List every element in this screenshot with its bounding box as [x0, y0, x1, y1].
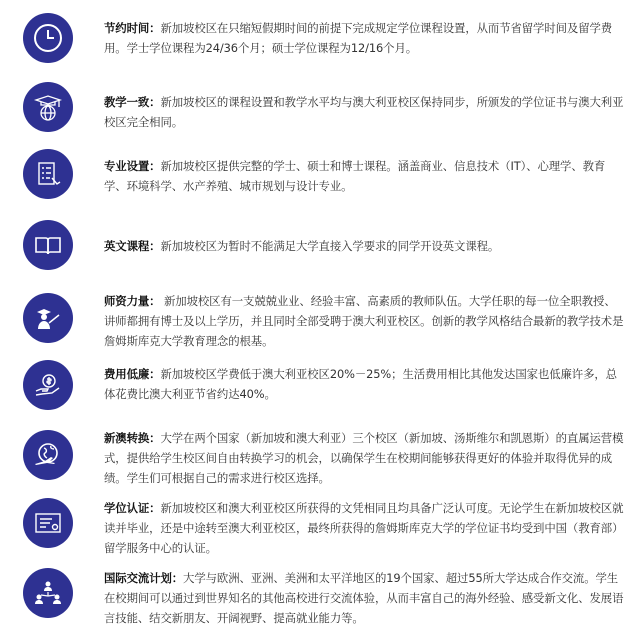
- feature-body: 新加坡校区在只缩短假期时间的前提下完成规定学位课程设置，从而节省留学时间及留学费用。学士学位课程为24/36个月；硕士学位课程为12/16个月。: [104, 21, 613, 55]
- feature-title: 教学一致：: [104, 95, 161, 109]
- feature-body: 大学在两个国家（新加坡和澳大利亚）三个校区（新加坡、汤斯维尔和凯恩斯）的直属运营模式，提供给学生校区间自由转换学习的机会，以确保学生在校期间能够获得更好的体验并取得优异的成绩。学生们可根据自己的需求进行校区选择。: [104, 431, 624, 485]
- feature-body: 新加坡校区学费低于澳大利亚校区20%－25%；生活费用相比其他发达国家也低廉许多，总体花费比澳大利亚节省约达40%。: [104, 367, 617, 401]
- teacher-icon: [23, 293, 73, 343]
- feature-body: 新加坡校区的课程设置和教学水平均与澳大利亚校区保持同步，所颁发的学位证书与澳大利亚校区完全相同。: [104, 95, 624, 129]
- network-people-icon: [23, 568, 73, 618]
- clock-icon: [23, 13, 73, 63]
- certificate-icon: [23, 498, 73, 548]
- feature-title: 专业设置：: [104, 159, 161, 173]
- graduation-globe-icon: [23, 82, 73, 132]
- feature-body: 新加坡校区有一支兢兢业业、经验丰富、高素质的教师队伍。大学任职的每一位全职教授、讲师都拥有博士及以上学历，并且同时全部受聘于澳大利亚校区。创新的教学风格结合最新的教学技术是詹姆斯库克大学教育理念的根基。: [104, 294, 624, 348]
- feature-body: 新加坡校区提供完整的学士、硕士和博士课程。涵盖商业、信息技术（IT）、心理学、教育学、环境科学、水产养殖、城市规划与设计专业。: [104, 159, 606, 193]
- feature-title: 师资力量：: [104, 294, 161, 308]
- feature-body: 大学与欧洲、亚洲、美洲和太平洋地区的19个国家、超过55所大学达成合作交流。学生在校期间可以通过到世界知名的其他高校进行交流体验，从而丰富自己的海外经验、感受新文化、发展语言技能、结交新朋友、开阔视野、提高就业能力等。: [104, 571, 624, 625]
- feature-body: 新加坡校区和澳大利亚校区所获得的文凭相同且均具备广泛认可度。无论学生在新加坡校区就读并毕业，还是中途转至澳大利亚校区，最终所获得的詹姆斯库克大学的学位证书均受到中国（教育部）留学服务中心的认证。: [104, 501, 624, 555]
- globe-plane-icon: [23, 430, 73, 480]
- feature-title: 英文课程：: [104, 239, 161, 253]
- book-icon: [23, 220, 73, 270]
- feature-title: 费用低廉：: [104, 367, 161, 381]
- feature-title: 学位认证：: [104, 501, 161, 515]
- money-hand-icon: [23, 360, 73, 410]
- checklist-icon: [23, 149, 73, 199]
- feature-body: 新加坡校区为暂时不能满足大学直接入学要求的同学开设英文课程。: [160, 239, 500, 253]
- feature-title: 新澳转换：: [104, 431, 161, 445]
- feature-title: 国际交流计划：: [104, 571, 184, 585]
- feature-title: 节约时间：: [104, 21, 161, 35]
